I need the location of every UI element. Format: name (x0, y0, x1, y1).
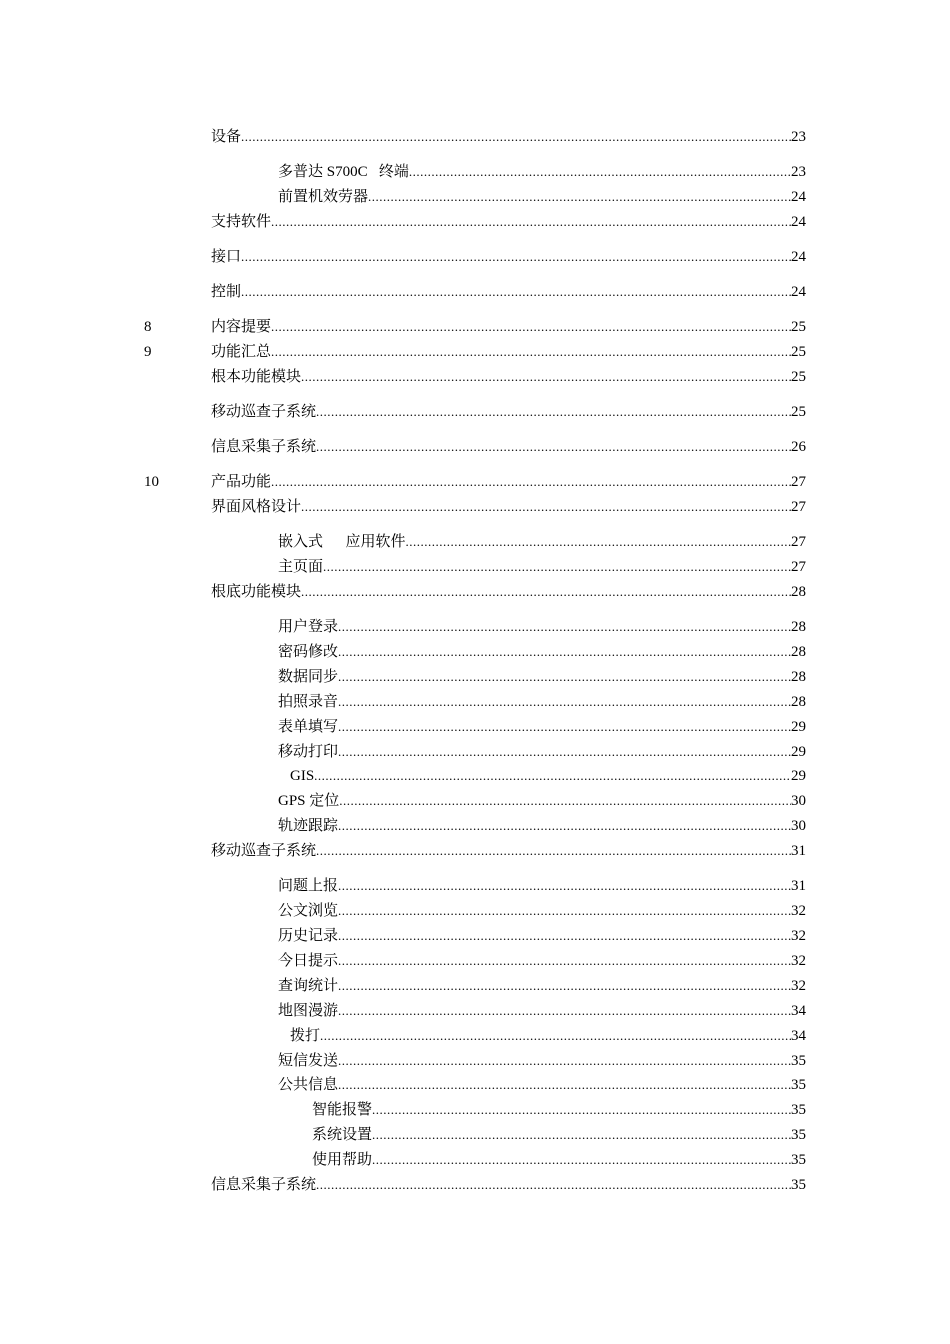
dot-leader (338, 1001, 791, 1021)
toc-line (211, 212, 806, 232)
toc-line (211, 841, 806, 861)
toc-line (278, 926, 806, 946)
toc-title: 系统设置 (312, 1127, 373, 1143)
toc-page-number: 24 (791, 249, 806, 265)
dot-leader (271, 342, 791, 362)
toc-entry[interactable] (0, 816, 950, 836)
toc-entry[interactable] (0, 717, 950, 737)
toc-page-number: 27 (791, 559, 806, 575)
toc-line (211, 472, 806, 492)
dot-leader (406, 532, 791, 552)
toc-title: 根本功能模块 (211, 369, 302, 385)
toc-page-number: 24 (791, 214, 806, 230)
toc-page-number: 32 (791, 953, 806, 969)
toc-title: GIS (290, 768, 315, 784)
toc-entry[interactable] (0, 951, 950, 971)
dot-leader (320, 1026, 791, 1046)
toc-page-number: 27 (791, 474, 806, 490)
dot-leader (338, 901, 791, 921)
toc-line (278, 557, 806, 577)
toc-title: 拨打 (290, 1028, 321, 1044)
toc-title: 密码修改 (278, 644, 339, 660)
toc-title: 信息采集子系统 (211, 439, 317, 455)
dot-leader (338, 692, 791, 712)
toc-title: 问题上报 (278, 878, 339, 894)
toc-page-number: 29 (791, 768, 806, 784)
toc-title: 功能汇总 (211, 344, 272, 360)
toc-entry[interactable] (0, 901, 950, 921)
toc-title: 使用帮助 (312, 1152, 373, 1168)
toc-entry[interactable] (0, 742, 950, 762)
toc-entry[interactable] (0, 342, 950, 362)
toc-title: 今日提示 (278, 953, 339, 969)
toc-line (278, 187, 806, 207)
dot-leader (271, 212, 791, 232)
toc-page-number: 32 (791, 978, 806, 994)
toc-line (312, 1150, 806, 1170)
toc-line (278, 667, 806, 687)
dot-leader (338, 816, 791, 836)
toc-page-number: 35 (791, 1053, 806, 1069)
dot-leader (339, 791, 791, 811)
toc-entry[interactable] (0, 1125, 950, 1145)
dot-leader (338, 617, 791, 637)
section-number: 9 (144, 344, 152, 360)
toc-entry[interactable] (0, 976, 950, 996)
toc-line (278, 617, 806, 637)
toc-line (211, 497, 806, 517)
toc-page-number: 30 (791, 793, 806, 809)
toc-line (278, 791, 806, 811)
toc-entry[interactable] (0, 1100, 950, 1120)
toc-page-number: 27 (791, 499, 806, 515)
toc-title: 多普达 S700C 终端 (278, 164, 409, 180)
toc-line (312, 1100, 806, 1120)
toc-page-number: 25 (791, 404, 806, 420)
toc-line (278, 1075, 806, 1095)
toc-entry[interactable] (0, 532, 950, 552)
toc-page-number: 23 (791, 129, 806, 145)
toc-page-number: 32 (791, 928, 806, 944)
toc-line (278, 816, 806, 836)
dot-leader (338, 717, 791, 737)
toc-line (312, 1125, 806, 1145)
dot-leader (271, 317, 791, 337)
toc-entry[interactable] (0, 212, 950, 232)
toc-line (278, 532, 806, 552)
toc-line (278, 876, 806, 896)
toc-line (278, 162, 806, 182)
toc-line (278, 692, 806, 712)
dot-leader (323, 557, 791, 577)
toc-line (211, 437, 806, 457)
toc-line (211, 582, 806, 602)
toc-line (211, 247, 806, 267)
toc-entry[interactable] (0, 557, 950, 577)
toc-line (278, 901, 806, 921)
dot-leader (316, 1175, 791, 1195)
toc-page-number: 28 (791, 584, 806, 600)
dot-leader (301, 497, 791, 517)
toc-entry[interactable] (0, 617, 950, 637)
dot-leader (241, 127, 791, 147)
toc-title: 公文浏览 (278, 903, 339, 919)
toc-line (278, 1001, 806, 1021)
toc-page-number: 35 (791, 1177, 806, 1193)
dot-leader (338, 976, 791, 996)
toc-page-number: 29 (791, 744, 806, 760)
toc-entry[interactable] (0, 1051, 950, 1071)
toc-page-number: 28 (791, 669, 806, 685)
section-number: 10 (144, 474, 159, 490)
toc-entry[interactable] (0, 1175, 950, 1195)
toc-line (290, 766, 806, 786)
toc-page-number: 30 (791, 818, 806, 834)
toc-entry[interactable] (0, 1001, 950, 1021)
toc-page-number: 31 (791, 843, 806, 859)
toc-title: 用户登录 (278, 619, 339, 635)
toc-title: 产品功能 (211, 474, 272, 490)
toc-entry[interactable] (0, 692, 950, 712)
dot-leader (372, 1150, 791, 1170)
toc-title: 移动巡查子系统 (211, 843, 317, 859)
toc-page-number: 35 (791, 1102, 806, 1118)
toc-title: 根底功能模块 (211, 584, 302, 600)
dot-leader (338, 742, 791, 762)
toc-line (211, 282, 806, 302)
dot-leader (301, 367, 791, 387)
toc-entry[interactable] (0, 1150, 950, 1170)
toc-line (211, 127, 806, 147)
toc-entry[interactable] (0, 162, 950, 182)
toc-title: 嵌入式 应用软件 (278, 534, 406, 550)
toc-page-number: 28 (791, 694, 806, 710)
toc-title: 界面风格设计 (211, 499, 302, 515)
dot-leader (372, 1100, 791, 1120)
toc-entry[interactable] (0, 402, 950, 422)
toc-page-number: 28 (791, 644, 806, 660)
dot-leader (301, 582, 791, 602)
dot-leader (372, 1125, 791, 1145)
toc-entry[interactable] (0, 582, 950, 602)
toc-line (278, 951, 806, 971)
toc-page-number: 25 (791, 319, 806, 335)
toc-entry[interactable] (0, 926, 950, 946)
toc-entry[interactable] (0, 127, 950, 147)
toc-page-number: 34 (791, 1003, 806, 1019)
toc-entry[interactable] (0, 317, 950, 337)
toc-line (290, 1026, 806, 1046)
toc-title: 移动巡查子系统 (211, 404, 317, 420)
dot-leader (338, 926, 791, 946)
toc-title: 公共信息 (278, 1077, 339, 1093)
toc-title: 信息采集子系统 (211, 1177, 317, 1193)
dot-leader (241, 282, 791, 302)
toc-entry[interactable] (0, 497, 950, 517)
toc-page-number: 23 (791, 164, 806, 180)
toc-page-number: 35 (791, 1152, 806, 1168)
toc-entry[interactable] (0, 667, 950, 687)
toc-page-number: 27 (791, 534, 806, 550)
toc-page-number: 24 (791, 284, 806, 300)
toc-entry[interactable] (0, 282, 950, 302)
toc-entry[interactable] (0, 1026, 950, 1046)
toc-title: 主页面 (278, 559, 324, 575)
toc-page-number: 26 (791, 439, 806, 455)
toc-entry[interactable] (0, 841, 950, 861)
toc-page-number: 35 (791, 1127, 806, 1143)
toc-line (278, 976, 806, 996)
toc-title: 短信发送 (278, 1053, 339, 1069)
toc-page-number: 34 (791, 1028, 806, 1044)
dot-leader (338, 951, 791, 971)
toc-title: 设备 (211, 129, 242, 145)
toc-entry[interactable] (0, 472, 950, 492)
dot-leader (316, 841, 791, 861)
toc-page-number: 31 (791, 878, 806, 894)
toc-line (278, 642, 806, 662)
toc-title: 接口 (211, 249, 242, 265)
toc-title: 前置机效劳器 (278, 189, 369, 205)
dot-leader (338, 876, 791, 896)
toc-title: 支持软件 (211, 214, 272, 230)
toc-line (278, 742, 806, 762)
dot-leader (368, 187, 791, 207)
toc-entry[interactable] (0, 1075, 950, 1095)
toc-title: 表单填写 (278, 719, 339, 735)
toc-entry[interactable] (0, 766, 950, 786)
toc-title: 拍照录音 (278, 694, 339, 710)
toc-line (278, 717, 806, 737)
toc-title: 查询统计 (278, 978, 339, 994)
toc-page-number: 25 (791, 369, 806, 385)
toc-line (211, 317, 806, 337)
section-number: 8 (144, 319, 152, 335)
toc-entry[interactable] (0, 367, 950, 387)
toc-title: 移动打印 (278, 744, 339, 760)
toc-page-number: 24 (791, 189, 806, 205)
dot-leader (338, 642, 791, 662)
toc-line (211, 342, 806, 362)
toc-page-number: 35 (791, 1077, 806, 1093)
toc-page-number: 32 (791, 903, 806, 919)
dot-leader (409, 162, 791, 182)
dot-leader (271, 472, 791, 492)
dot-leader (314, 766, 791, 786)
toc-entry[interactable] (0, 187, 950, 207)
toc-line (211, 402, 806, 422)
toc-page-number: 25 (791, 344, 806, 360)
toc-title: 历史记录 (278, 928, 339, 944)
toc-title: 轨迹跟踪 (278, 818, 339, 834)
toc-entry[interactable] (0, 247, 950, 267)
toc-page-number: 29 (791, 719, 806, 735)
toc-page-number: 28 (791, 619, 806, 635)
toc-title: 控制 (211, 284, 242, 300)
toc-entry[interactable] (0, 642, 950, 662)
dot-leader (338, 1075, 791, 1095)
toc-entry[interactable] (0, 791, 950, 811)
toc-line (211, 367, 806, 387)
toc-title: GPS 定位 (278, 793, 340, 809)
toc-line (211, 1175, 806, 1195)
dot-leader (338, 1051, 791, 1071)
toc-title: 内容提要 (211, 319, 272, 335)
toc-title: 智能报警 (312, 1102, 373, 1118)
dot-leader (316, 437, 791, 457)
toc-line (278, 1051, 806, 1071)
dot-leader (338, 667, 791, 687)
dot-leader (316, 402, 791, 422)
dot-leader (241, 247, 791, 267)
toc-title: 地图漫游 (278, 1003, 339, 1019)
toc-entry[interactable] (0, 437, 950, 457)
toc-title: 数据同步 (278, 669, 339, 685)
toc-entry[interactable] (0, 876, 950, 896)
